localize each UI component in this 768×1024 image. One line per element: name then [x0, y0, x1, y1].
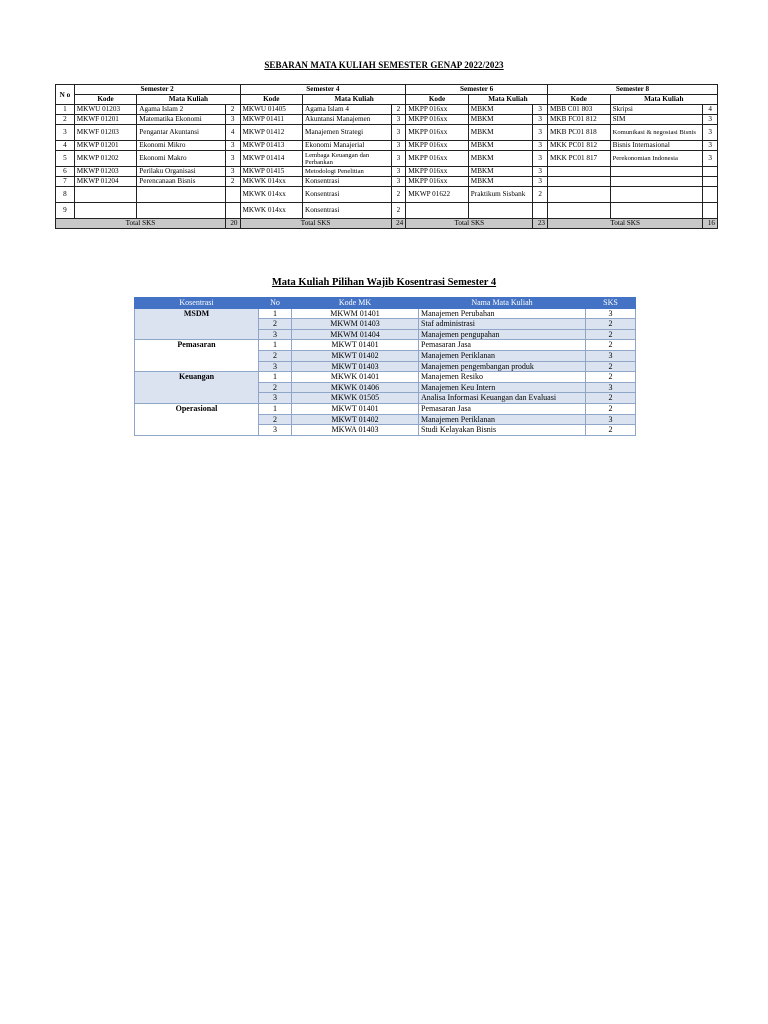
- semester-header: Semester 8: [548, 85, 718, 95]
- kode-header: Kode: [240, 95, 303, 105]
- course-name: Ekonomi Makro: [137, 151, 226, 167]
- total-value: 16: [703, 219, 718, 229]
- row-number: 2: [259, 350, 292, 361]
- course-name: Pengantar Akuntansi: [137, 125, 226, 141]
- course-sks: [703, 167, 718, 177]
- course-sks: 4: [703, 105, 718, 115]
- course-name: [610, 187, 703, 203]
- column-header: Kosentrasi: [135, 298, 259, 309]
- concentration-name: Operasional: [135, 403, 259, 435]
- semester-header: Semester 6: [406, 85, 548, 95]
- row-number: 7: [56, 177, 75, 187]
- course-sks: 3: [586, 382, 636, 393]
- table-row: [135, 340, 636, 351]
- elective-table-title: Mata Kuliah Pilihan Wajib Kosentrasi Semester 4: [271, 277, 497, 288]
- row-number: 1: [259, 403, 292, 414]
- course-distribution-table: [55, 84, 718, 229]
- course-sks: 3: [225, 141, 240, 151]
- course-code: MKWA 01403: [292, 425, 419, 436]
- course-name: Bisnis Internasional: [610, 141, 703, 151]
- course-name: Konsentrasi: [303, 203, 392, 219]
- table-row: [135, 372, 636, 383]
- course-sks: 3: [586, 308, 636, 319]
- column-header: SKS: [586, 298, 636, 309]
- row-number: 2: [56, 115, 75, 125]
- course-name: Manajemen Keu Intern: [419, 382, 586, 393]
- course-code: MKWM 01404: [292, 329, 419, 340]
- course-name: Manajemen Periklanan: [419, 414, 586, 425]
- course-code: [406, 203, 469, 219]
- course-name: [610, 177, 703, 187]
- course-code: MKWP 01204: [74, 177, 137, 187]
- row-number: 3: [259, 425, 292, 436]
- course-code: [548, 187, 611, 203]
- course-sks: 3: [225, 115, 240, 125]
- course-code: [74, 187, 137, 203]
- course-code: MKWK 014xx: [240, 203, 303, 219]
- course-sks: [703, 177, 718, 187]
- course-name: Studi Kelayakan Bisnis: [419, 425, 586, 436]
- row-number: 9: [56, 203, 75, 219]
- course-sks: 2: [533, 187, 548, 203]
- row-number: 3: [56, 125, 75, 141]
- mata-kuliah-header: Mata Kuliah: [137, 95, 240, 105]
- course-sks: [225, 187, 240, 203]
- course-sks: 3: [225, 151, 240, 167]
- course-name: Akuntansi Manajemen: [303, 115, 392, 125]
- course-code: MKPP 016xx: [406, 151, 469, 167]
- course-sks: 2: [586, 361, 636, 372]
- course-sks: 3: [391, 151, 406, 167]
- table-row: [56, 115, 718, 125]
- course-name: [610, 203, 703, 219]
- course-sks: 2: [225, 177, 240, 187]
- course-name: SIM: [610, 115, 703, 125]
- course-code: MKB PC01 818: [548, 125, 611, 141]
- course-sks: 3: [533, 151, 548, 167]
- course-code: MKWP 01201: [74, 141, 137, 151]
- course-sks: 2: [586, 403, 636, 414]
- course-sks: 2: [391, 105, 406, 115]
- table-row: [56, 167, 718, 177]
- course-sks: 2: [586, 340, 636, 351]
- course-sks: 3: [533, 141, 548, 151]
- course-name: Komunikasi & negosiasi Bisnis: [610, 125, 703, 141]
- course-name: Agama Islam 2: [137, 105, 226, 115]
- course-code: MKWM 01403: [292, 319, 419, 330]
- course-code: MKWT 01402: [292, 414, 419, 425]
- course-name: Staf administrasi: [419, 319, 586, 330]
- course-sks: 3: [703, 141, 718, 151]
- course-name: Analisa Informasi Keuangan dan Evaluasi: [419, 393, 586, 404]
- row-number: 2: [259, 319, 292, 330]
- row-number: 2: [259, 414, 292, 425]
- course-sks: 2: [586, 372, 636, 383]
- course-name: Konsentrasi: [303, 187, 392, 203]
- course-sks: 3: [703, 115, 718, 125]
- course-name: Perencanaan Bisnis: [137, 177, 226, 187]
- course-sks: 4: [225, 125, 240, 141]
- kode-header: Kode: [74, 95, 137, 105]
- total-value: 20: [225, 219, 240, 229]
- table-row: [135, 308, 636, 319]
- table-row: [56, 141, 718, 151]
- row-number: 3: [259, 361, 292, 372]
- concentration-name: Pemasaran: [135, 340, 259, 372]
- course-code: MKB FC01 812: [548, 115, 611, 125]
- mata-kuliah-header: Mata Kuliah: [610, 95, 717, 105]
- course-name: Manajemen Resiko: [419, 372, 586, 383]
- course-name: Pemasaran Jasa: [419, 340, 586, 351]
- course-code: MKPP 016xx: [406, 141, 469, 151]
- course-code: MKPP 016xx: [406, 115, 469, 125]
- course-name: Praktikum Sisbank: [468, 187, 533, 203]
- semester-header: Semester 2: [74, 85, 240, 95]
- row-number: 3: [259, 329, 292, 340]
- course-sks: 2: [586, 425, 636, 436]
- total-value: 24: [391, 219, 406, 229]
- course-name: Manajemen Periklanan: [419, 350, 586, 361]
- row-number: 8: [56, 187, 75, 203]
- row-number: 4: [56, 141, 75, 151]
- course-code: MKWP 01412: [240, 125, 303, 141]
- course-name: Matematika Ekonomi: [137, 115, 226, 125]
- mata-kuliah-header: Mata Kuliah: [468, 95, 547, 105]
- table-row: [56, 203, 718, 219]
- course-code: MKPP 016xx: [406, 105, 469, 115]
- course-code: MKK PC01 817: [548, 151, 611, 167]
- course-name: [137, 187, 226, 203]
- course-name: Manajemen Strategi: [303, 125, 392, 141]
- course-sks: 2: [225, 105, 240, 115]
- course-name: Lembaga Keuangan dan Perbankan: [303, 151, 392, 167]
- course-code: MKPP 016xx: [406, 125, 469, 141]
- course-name: Pemasaran Jasa: [419, 403, 586, 414]
- course-name: MBKM: [468, 167, 533, 177]
- total-label: Total SKS: [548, 219, 703, 229]
- course-code: MKWT 01403: [292, 361, 419, 372]
- course-code: MKWP 01203: [74, 167, 137, 177]
- course-sks: 3: [391, 167, 406, 177]
- column-header-row: [56, 95, 718, 105]
- course-code: [548, 203, 611, 219]
- course-code: MKWP 01411: [240, 115, 303, 125]
- course-code: MKWP 01414: [240, 151, 303, 167]
- course-sks: 2: [391, 203, 406, 219]
- course-code: MKPP 016xx: [406, 167, 469, 177]
- course-name: Manajemen Perubahan: [419, 308, 586, 319]
- table-row: [56, 105, 718, 115]
- course-code: [74, 203, 137, 219]
- total-value: 23: [533, 219, 548, 229]
- row-number: 1: [56, 105, 75, 115]
- course-name: Manajemen pengupahan: [419, 329, 586, 340]
- course-sks: [703, 187, 718, 203]
- table-row: [56, 187, 718, 203]
- course-code: MKWF 01201: [74, 115, 137, 125]
- elective-courses-table: [134, 297, 636, 436]
- row-number: 5: [56, 151, 75, 167]
- course-sks: [225, 203, 240, 219]
- course-sks: 2: [586, 329, 636, 340]
- course-sks: 3: [703, 151, 718, 167]
- kode-header: Kode: [406, 95, 469, 105]
- total-row: [56, 219, 718, 229]
- course-name: [468, 203, 533, 219]
- course-name: Manajemen pengembangan produk: [419, 361, 586, 372]
- column-header: Nama Mata Kuliah: [419, 298, 586, 309]
- course-name: MBKM: [468, 177, 533, 187]
- no-header: N o: [56, 85, 75, 105]
- course-name: MBKM: [468, 151, 533, 167]
- course-code: MKWT 01401: [292, 340, 419, 351]
- course-sks: [703, 203, 718, 219]
- course-name: Perilaku Organisasi: [137, 167, 226, 177]
- course-code: MKWU 01405: [240, 105, 303, 115]
- page-title: SEBARAN MATA KULIAH SEMESTER GENAP 2022/2023: [264, 60, 504, 70]
- course-name: MBKM: [468, 141, 533, 151]
- course-sks: 3: [533, 105, 548, 115]
- table-row: [135, 403, 636, 414]
- course-sks: 2: [586, 393, 636, 404]
- row-number: 6: [56, 167, 75, 177]
- course-code: MKK PC01 812: [548, 141, 611, 151]
- course-name: Ekonomi Manajerial: [303, 141, 392, 151]
- row-number: 1: [259, 340, 292, 351]
- total-label: Total SKS: [406, 219, 533, 229]
- row-number: 1: [259, 372, 292, 383]
- course-code: MKWU 01203: [74, 105, 137, 115]
- course-sks: 3: [586, 350, 636, 361]
- course-sks: 3: [703, 125, 718, 141]
- course-name: Perekonomian Indonesia: [610, 151, 703, 167]
- table-row: [56, 151, 718, 167]
- course-name: MBKM: [468, 125, 533, 141]
- course-code: MBB C01 803: [548, 105, 611, 115]
- course-sks: 3: [391, 177, 406, 187]
- concentration-name: Keuangan: [135, 372, 259, 404]
- course-code: MKWP 01202: [74, 151, 137, 167]
- kode-header: Kode: [548, 95, 611, 105]
- total-label: Total SKS: [56, 219, 226, 229]
- column-header: Kode MK: [292, 298, 419, 309]
- course-name: Metodologi Penelitian: [303, 167, 392, 177]
- course-sks: 3: [391, 141, 406, 151]
- course-sks: 3: [533, 115, 548, 125]
- course-code: MKWT 01401: [292, 403, 419, 414]
- course-name: Konsentrasi: [303, 177, 392, 187]
- course-sks: [533, 203, 548, 219]
- table-row: [56, 177, 718, 187]
- course-code: MKWT 01402: [292, 350, 419, 361]
- course-name: MBKM: [468, 105, 533, 115]
- course-name: Ekonomi Mikro: [137, 141, 226, 151]
- course-code: MKWK 014xx: [240, 187, 303, 203]
- column-header: No: [259, 298, 292, 309]
- row-number: 3: [259, 393, 292, 404]
- concentration-name: MSDM: [135, 308, 259, 340]
- semester-header: Semester 4: [240, 85, 406, 95]
- course-code: [548, 177, 611, 187]
- course-name: [610, 167, 703, 177]
- course-code: [548, 167, 611, 177]
- course-code: MKWK 014xx: [240, 177, 303, 187]
- course-code: MKPP 016xx: [406, 177, 469, 187]
- course-sks: 3: [391, 125, 406, 141]
- course-code: MKWP 01415: [240, 167, 303, 177]
- course-name: Skripsi: [610, 105, 703, 115]
- course-code: MKWK 01505: [292, 393, 419, 404]
- course-sks: 3: [533, 167, 548, 177]
- course-name: Agama Islam 4: [303, 105, 392, 115]
- course-name: MBKM: [468, 115, 533, 125]
- course-code: MKWP 01622: [406, 187, 469, 203]
- course-sks: 3: [586, 414, 636, 425]
- mata-kuliah-header: Mata Kuliah: [303, 95, 406, 105]
- course-sks: 2: [586, 319, 636, 330]
- course-code: MKWF 01203: [74, 125, 137, 141]
- course-sks: 3: [533, 177, 548, 187]
- total-label: Total SKS: [240, 219, 391, 229]
- row-number: 2: [259, 382, 292, 393]
- semester-header-row: [56, 85, 718, 95]
- course-code: MKWK 01401: [292, 372, 419, 383]
- course-sks: 2: [391, 187, 406, 203]
- row-number: 1: [259, 308, 292, 319]
- course-sks: 3: [533, 125, 548, 141]
- course-sks: 3: [225, 167, 240, 177]
- table-row: [56, 125, 718, 141]
- course-code: MKWM 01401: [292, 308, 419, 319]
- course-code: MKWP 01413: [240, 141, 303, 151]
- course-sks: 3: [391, 115, 406, 125]
- course-name: [137, 203, 226, 219]
- course-code: MKWK 01406: [292, 382, 419, 393]
